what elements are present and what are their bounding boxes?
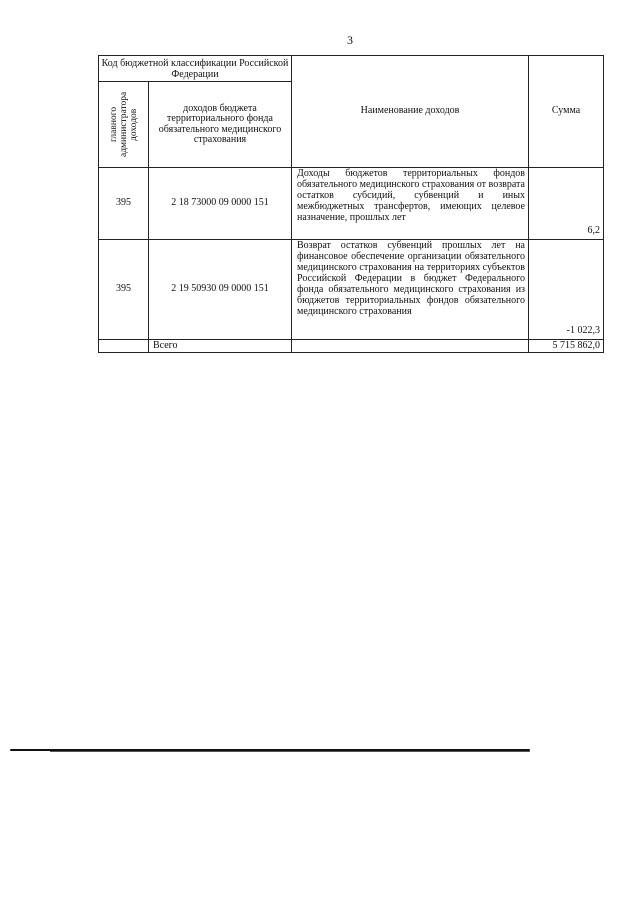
admin-code-cell: 395	[99, 168, 149, 240]
total-row	[99, 340, 604, 353]
sum-cell: -1 022,3	[529, 240, 604, 340]
header-income-code: доходов бюджета территориального фонда обязательного медицинского страхования	[149, 82, 292, 168]
header-main-administrator: главного администратора доходов	[108, 91, 139, 158]
total-label: Всего	[149, 340, 292, 353]
income-table	[98, 55, 604, 353]
header-income-name: Наименование доходов	[292, 56, 529, 168]
header-classification-code: Код бюджетной классификации Российской Федерации	[99, 56, 292, 82]
income-code-cell: 2 18 73000 09 0000 151	[149, 168, 292, 240]
income-name-cell: Возврат остатков субвенций прошлых лет на финансовое обеспечение организации обязательного медицинского страхования на территориях субъектов Российской Федерации в бюджет Федерального фонда обязательного медицинского страхования из бюджетов территориальных фондов обязательного медицинского страхования	[292, 240, 529, 340]
total-sum: 5 715 862,0	[529, 340, 604, 353]
footer-divider	[10, 749, 530, 751]
header-sum: Сумма	[529, 56, 604, 168]
income-name-cell: Доходы бюджетов территориальных фондов обязательного медицинского страхования от возврата остатков субсидий, субвенций и иных межбюджетных трансфертов, имеющих целевое назначение, прошлых лет	[292, 168, 529, 240]
total-empty-cell	[99, 340, 149, 353]
header-row-group	[99, 56, 604, 82]
page-number: 3	[347, 33, 353, 47]
admin-code-cell: 395	[99, 240, 149, 340]
sum-cell: 6,2	[529, 168, 604, 240]
table-row	[99, 240, 604, 340]
header-admin-cell	[99, 82, 149, 168]
total-empty-name-cell	[292, 340, 529, 353]
income-code-cell: 2 19 50930 09 0000 151	[149, 240, 292, 340]
table-row	[99, 168, 604, 240]
